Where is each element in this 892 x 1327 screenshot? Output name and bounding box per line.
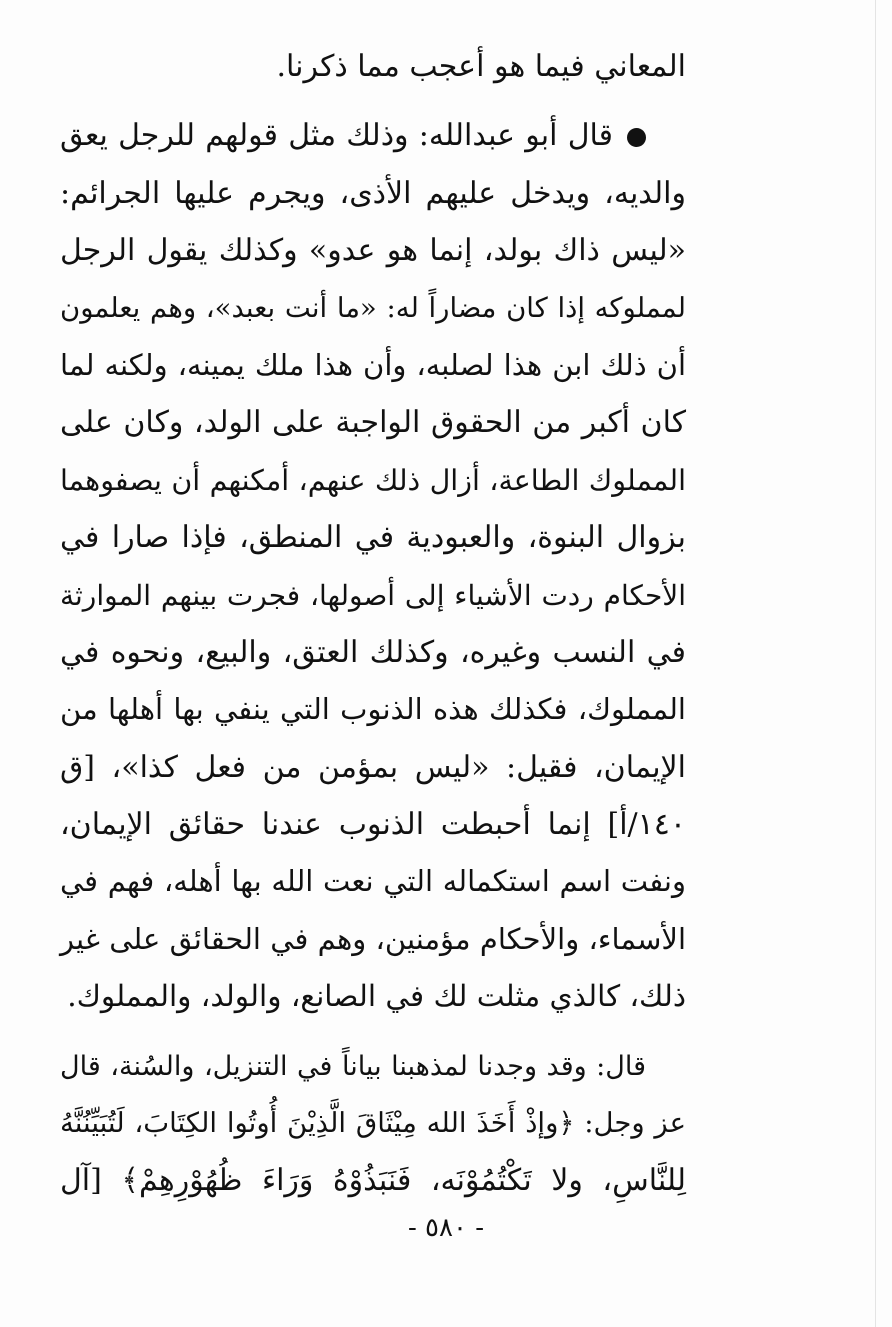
text-line: المملوك الطاعة، أزال ذلك عنهم، أمكنهم أن يصفوهما [60,463,686,497]
paragraph-gap [60,1026,686,1038]
text-line: ١٤٠/أ] إنما أحبطت الذنوب عندنا حقائق الإيمان، [60,807,686,843]
text-line: المملوك، فكذلك هذه الذنوب التي ينفي بها أهلها من [60,692,686,727]
paragraph-gap [60,95,686,107]
bullet-icon [627,128,646,147]
page-edge-line [875,0,876,1327]
text-line: قال: وقد وجدنا لمذهبنا بياناً في التنزيل، والسُنة، قال [60,1050,646,1082]
text-line: في النسب وغيره، وكذلك العتق، والبيع، ونحوه في [60,634,686,670]
text-line: عز وجل: ﴿وإذْ أَخَذَ الله مِيْثَاقَ الَّذِيْنَ أُوتُوا الكِتَابَ، لَتُبَيِّنُنَّهُ [60,1107,686,1140]
text-line-content: قال أبو عبدالله: وذلك مثل قولهم للرجل يعق [60,118,613,154]
text-line: الإيمان، فقيل: «ليس بمؤمن من فعل كذا»، [ق [60,749,686,785]
text-line: كان أكبر من الحقوق الواجبة على الولد، وكان على [60,405,686,441]
text-line: أن ذلك ابن هذا لصلبه، وأن هذا ملك يمينه، ولكنه لما [60,347,686,382]
text-line: والديه، ويدخل عليهم الأذى، ويجرم عليها الجرائم: [60,175,686,211]
text-line: لمملوكه إذا كان مضاراً له: «ما أنت بعبد»، وهم يعلمون [60,291,686,324]
text-line: بزوال البنوة، والعبودية في المنطق، فإذا صارا في [60,520,686,556]
text-line: ذلك، كالذي مثلت لك في الصانع، والولد، والمملوك. [67,979,686,1014]
text-line: «ليس ذاك بولد، إنما هو عدو» وكذلك يقول الرجل [60,233,686,269]
text-line: لِلنَّاسِ، ولا تَكْتُمُوْنَه، فَنَبَذُوْهُ وَرَاءَ ظُهُوْرِهِمْ﴾ [آل [60,1163,686,1199]
text-line [60,107,686,164]
page-text [60,38,686,1210]
text-line: المعاني فيما هو أعجب مما ذكرنا. [276,49,686,84]
text-line: الأحكام ردت الأشياء إلى أصولها، فجرت بينهم الموارثة [60,578,686,612]
page-number: - ٥٨٠ - [407,1213,485,1243]
text-line: الأسماء، والأحكام مؤمنين، وهم في الحقائق على غير [60,921,686,956]
text-line: ونفت اسم استكماله التي نعت الله بها أهله، فهم في [60,864,686,899]
